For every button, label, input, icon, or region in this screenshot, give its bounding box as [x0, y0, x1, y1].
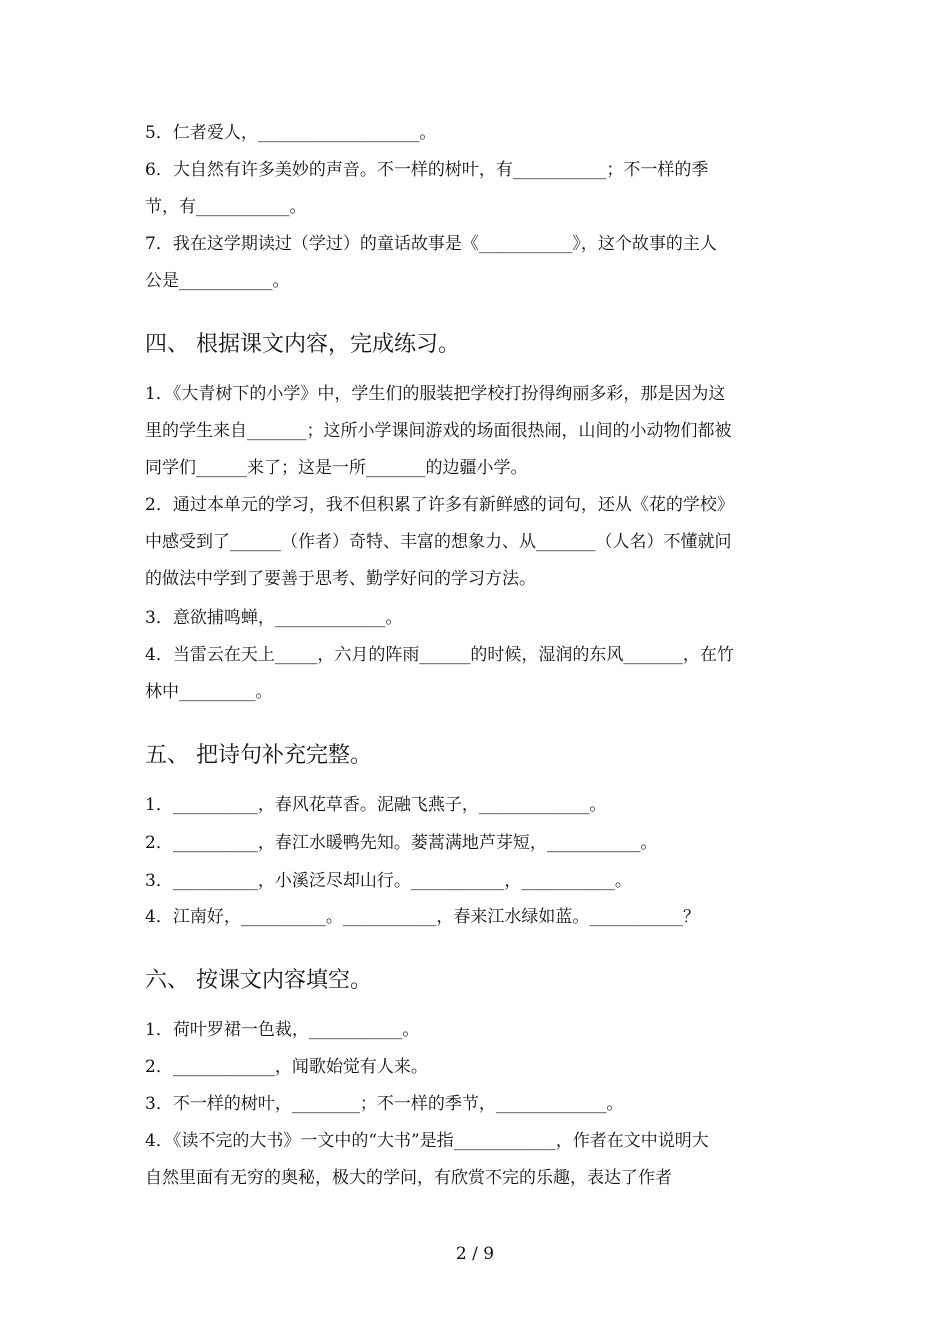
question-line: 4．江南好，__________。___________，春来江水绿如蓝。___________？	[145, 907, 700, 927]
question-line: 3．意欲捕鸣蝉，_____________。	[145, 608, 403, 628]
question-line: 2．__________，春江水暖鸭先知。蒌蒿满地芦芽短，___________。	[145, 833, 658, 853]
question-line: 3．不一样的树叶，________；不一样的季节，_____________。	[145, 1094, 624, 1114]
question-line: 同学们______来了；这是一所_______的边疆小学。	[145, 458, 528, 478]
question-line: 节，有___________。	[145, 197, 307, 217]
section-heading: 五、 把诗句补充完整。	[145, 743, 372, 768]
question-line: 2．____________，闻歌始觉有人来。	[145, 1057, 428, 1077]
question-line: 里的学生来自_______；这所小学课间游戏的场面很热闹，山间的小动物们都被	[145, 421, 732, 441]
page-number: 2 / 9	[455, 1244, 495, 1264]
question-line: 4．当雷云在天上_____，六月的阵雨______的时候，湿润的东风_______，在竹	[145, 645, 734, 665]
section-heading: 四、 根据课文内容，完成练习。	[145, 332, 460, 357]
question-line: 林中_________。	[145, 682, 273, 702]
question-line: 中感受到了______（作者）奇特、丰富的想象力、从_______（人名）不懂就问	[145, 532, 732, 552]
question-line: 6．大自然有许多美妙的声音。不一样的树叶，有___________；不一样的季	[145, 160, 709, 180]
question-line: 4．《读不完的大书》一文中的“大书”是指____________，作者在文中说明大	[145, 1131, 709, 1151]
question-line: 2．通过本单元的学习，我不但积累了许多有新鲜感的词句，还从《花的学校》	[145, 495, 734, 515]
question-line: 1．荷叶罗裙一色裁，___________。	[145, 1020, 420, 1040]
question-line: 1．《大青树下的小学》中，学生们的服装把学校打扮得绚丽多彩，那是因为这	[145, 384, 726, 404]
question-line: 公是___________。	[145, 271, 290, 291]
section-heading: 六、 按课文内容填空。	[145, 968, 372, 993]
question-line: 的做法中学到了要善于思考、勤学好问的学习方法。	[145, 569, 536, 589]
question-line: 1．__________，春风花草香。泥融飞燕子，_____________。	[145, 795, 607, 815]
question-line: 5．仁者爱人，___________________。	[145, 123, 437, 143]
question-line: 7．我在这学期读过（学过）的童话故事是《___________》，这个故事的主人	[145, 234, 717, 254]
question-line: 自然里面有无穷的奥秘，极大的学问，有欣赏不完的乐趣，表达了作者	[145, 1168, 672, 1188]
question-line: 3．__________，小溪泛尽却山行。___________，___________。	[145, 871, 632, 891]
